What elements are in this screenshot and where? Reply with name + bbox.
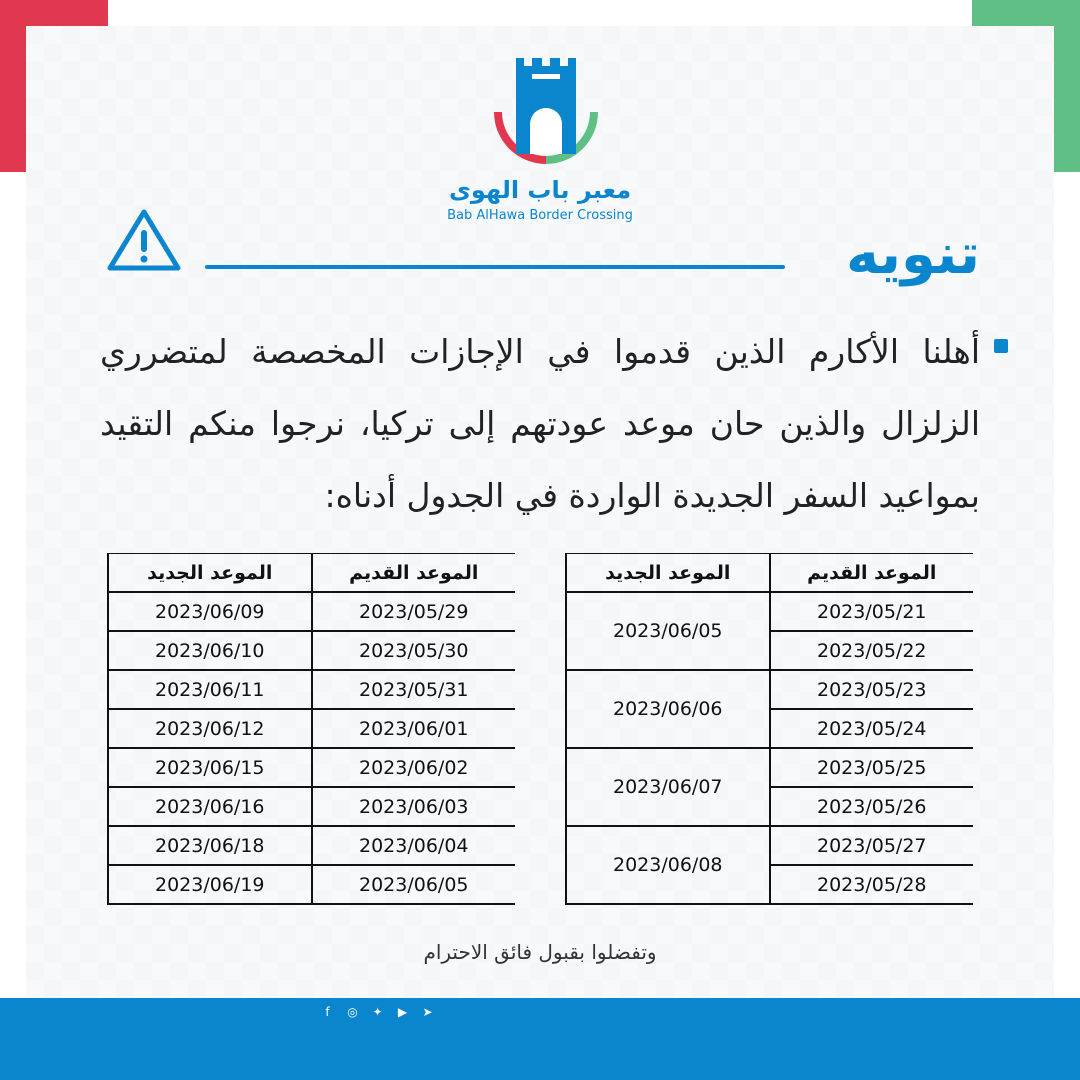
- logo-english-name: Bab AlHawa Border Crossing: [447, 208, 633, 223]
- title-underline: [205, 265, 785, 269]
- table-cell-old: 2023/05/29: [312, 592, 516, 631]
- table-cell-new: 2023/06/05: [566, 592, 770, 670]
- table-row: [566, 592, 973, 631]
- schedule-table-right: [565, 553, 973, 905]
- table-row: [566, 670, 973, 709]
- schedule-table-left: [107, 553, 515, 905]
- bullet-marker: [994, 339, 1008, 353]
- bab-alhawa-logo: [486, 50, 606, 170]
- table-cell-new: 2023/06/10: [108, 631, 312, 670]
- table-cell-old: 2023/05/23: [770, 670, 974, 709]
- website-link[interactable]: babalhawa.net: [645, 1002, 764, 1021]
- table-cell-old: 2023/05/31: [312, 670, 516, 709]
- social-icons: [317, 1001, 438, 1022]
- facebook-icon[interactable]: f: [317, 1001, 338, 1022]
- table-cell-new: 2023/06/15: [108, 748, 312, 787]
- table-row: [108, 865, 515, 904]
- table-row: [566, 826, 973, 865]
- table-cell-old: 2023/05/28: [816, 873, 927, 896]
- table-cell-old: 2023/05/26: [770, 787, 974, 826]
- table-cell-new: 2023/06/19: [108, 865, 312, 904]
- table-cell-new: 2023/06/11: [108, 670, 312, 709]
- table-header-old: الموعد القديم: [770, 554, 974, 593]
- table-cell-new: 2023/06/09: [108, 592, 312, 631]
- table-cell-old: 2023/06/03: [312, 787, 516, 826]
- table-row: [566, 748, 973, 787]
- closing-line: وتفضلوا بقبول فائق الاحترام: [423, 940, 657, 964]
- telegram-icon[interactable]: ➤: [417, 1001, 438, 1022]
- instagram-icon[interactable]: ◎: [342, 1001, 363, 1022]
- warning-icon: [106, 206, 182, 274]
- table-cell-old: 2023/06/04: [312, 826, 516, 865]
- globe-icon: [617, 1002, 639, 1024]
- social-handle[interactable]: @BabAlHawaBC: [450, 1002, 579, 1021]
- table-cell-old: 2023/06/01: [312, 709, 516, 748]
- table-cell-new: 2023/06/16: [108, 787, 312, 826]
- table-cell-old: 2023/05/30: [312, 631, 516, 670]
- twitter-icon[interactable]: ✦: [367, 1001, 388, 1022]
- youtube-icon[interactable]: ▶: [392, 1001, 413, 1022]
- table-row: [108, 748, 515, 787]
- table-row: [108, 826, 515, 865]
- table-row: [108, 670, 515, 709]
- table-cell-old: 2023/05/27: [770, 826, 974, 865]
- table-header-new: الموعد الجديد: [108, 554, 312, 593]
- table-row: [108, 709, 515, 748]
- hashtag: #نصلك_بالعالم...: [852, 1002, 976, 1022]
- table-row: [108, 787, 515, 826]
- table-cell-old: 2023/05/24: [770, 709, 974, 748]
- page-title: تنويه: [846, 222, 980, 287]
- table-cell-old: 2023/06/05: [358, 873, 469, 896]
- footer-date: 2023/06/03 م: [100, 1006, 233, 1027]
- table-row: [108, 631, 515, 670]
- table-cell-new: 2023/06/08: [566, 826, 770, 904]
- table-cell-new: 2023/06/06: [566, 670, 770, 748]
- table-cell-old: 2023/05/22: [770, 631, 974, 670]
- table-header-new: الموعد الجديد: [566, 554, 770, 593]
- table-cell-new: 2023/06/12: [108, 709, 312, 748]
- table-cell-old: 2023/06/02: [312, 748, 516, 787]
- table-row: [108, 592, 515, 631]
- notice-paragraph: أهلنا الأكارم الذين قدموا في الإجازات المخصصة لمتضرري الزلزال والذين حان موعد عودتهم إلى تركيا، نرجوا منكم التقيد بمواعيد السفر الجديدة الواردة في الجدول أدناه:: [100, 332, 980, 515]
- table-cell-old: 2023/05/21: [770, 592, 974, 631]
- table-cell-old: 2023/05/25: [770, 748, 974, 787]
- table-cell-new: 2023/06/18: [108, 826, 312, 865]
- table-cell-new: 2023/06/07: [566, 748, 770, 826]
- table-header-old: الموعد القديم: [312, 554, 516, 593]
- logo-arabic-name: معبر باب الهوى: [448, 176, 632, 204]
